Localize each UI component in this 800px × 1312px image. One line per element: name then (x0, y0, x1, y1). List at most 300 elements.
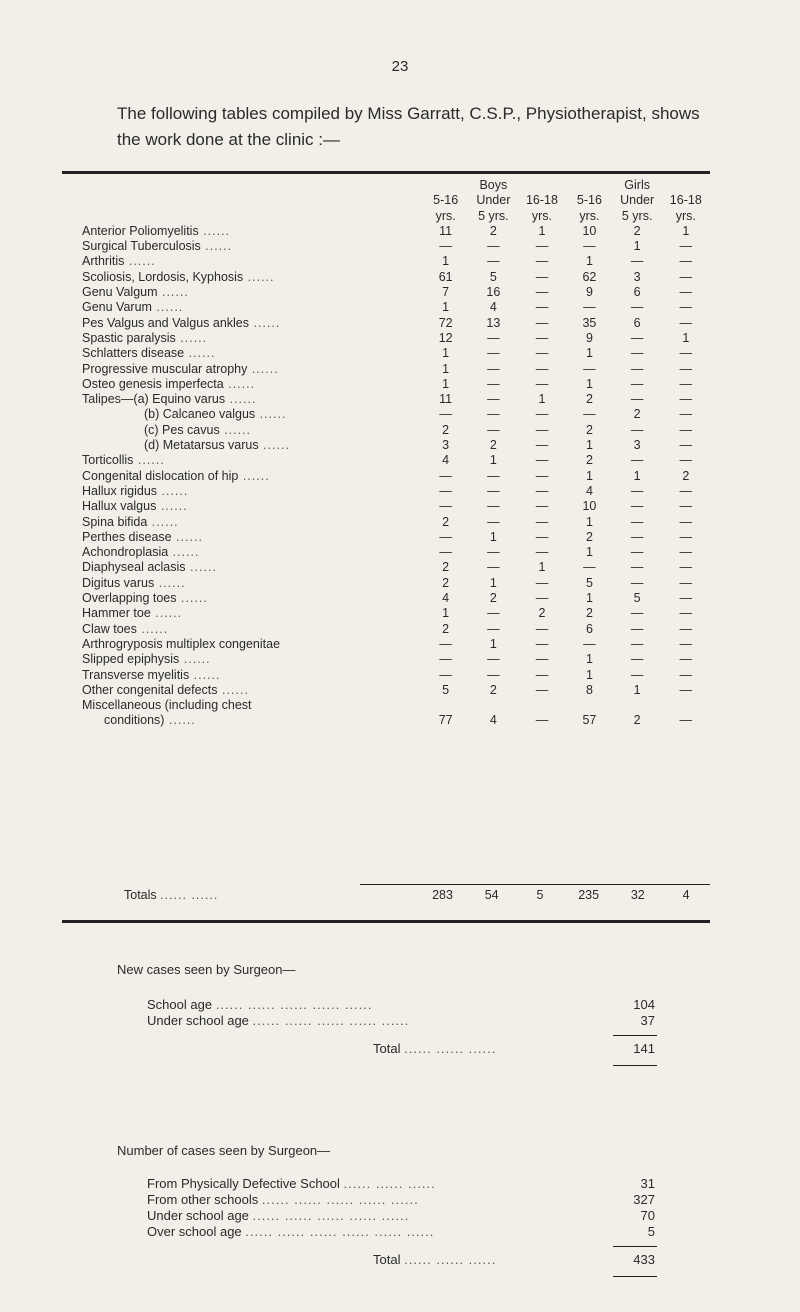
condition-name-cell (62, 300, 422, 315)
count-cell: — (439, 636, 452, 651)
count-cell: — (630, 376, 644, 391)
dot-leader: ...... (189, 667, 221, 682)
count-cell: — (630, 545, 644, 560)
count-cell: 1 (489, 575, 497, 590)
condition-label: conditions) (104, 713, 165, 728)
dot-leader: ...... (175, 330, 208, 345)
count-cell: — (439, 529, 452, 544)
count-cell: 1 (633, 239, 641, 254)
condition-name-cell (62, 331, 422, 346)
count-cell: — (535, 438, 549, 453)
table-row (62, 591, 710, 606)
table-row (62, 392, 710, 407)
count-cell: — (487, 468, 500, 483)
count-cell: — (535, 575, 549, 590)
count-cell: 1 (489, 453, 497, 468)
count-cell: 1 (585, 346, 593, 361)
col-unit: yrs. (435, 208, 456, 223)
condition-label: Schlatters disease (82, 346, 185, 361)
dot-leader: ...... (154, 575, 186, 590)
count-cell: — (439, 652, 452, 667)
dot-leader: ...... (136, 621, 169, 636)
count-cell: — (679, 713, 693, 728)
condition-name-cell (62, 668, 422, 683)
count-cell: — (630, 652, 644, 667)
condition-label: Pes Valgus and Valgus ankles (82, 315, 250, 330)
condition-label: Osteo genesis imperfecta (82, 376, 224, 391)
count-cell: — (679, 422, 693, 437)
dot-leader: ...... (171, 529, 203, 544)
condition-label: Anterior Poliomyelitis (82, 223, 199, 238)
count-cell: 8 (585, 682, 593, 697)
totals-rule (360, 884, 710, 885)
count-cell: 2 (442, 514, 450, 529)
condition-label: Torticollis (82, 453, 134, 468)
count-cell: 1 (585, 514, 593, 529)
count-cell: — (487, 407, 500, 422)
dot-leader: ...... (124, 254, 156, 269)
summary-total-row: Total ...... ...... ...... 141 (373, 1041, 655, 1056)
condition-label: Arthritis (82, 254, 125, 269)
condition-name-cell (62, 346, 422, 361)
count-cell: — (439, 468, 452, 483)
summary-label: School age (147, 997, 213, 1012)
count-cell: — (679, 667, 693, 682)
table-row (62, 560, 710, 575)
count-cell: 4 (489, 300, 497, 315)
dot-leader: ...... (179, 652, 211, 667)
dot-leader: ...... (164, 713, 196, 728)
count-cell: 2 (585, 392, 593, 407)
table-row (62, 270, 710, 285)
table-row (62, 683, 710, 698)
count-cell: — (535, 376, 549, 391)
count-cell: 10 (582, 223, 597, 238)
count-cell: 2 (538, 606, 546, 621)
count-cell: 2 (633, 407, 641, 422)
dot-leader: ...... (200, 239, 233, 254)
new-cases-section (117, 962, 655, 1069)
condition-name-cell (62, 713, 422, 728)
count-cell: 2 (633, 713, 641, 728)
summary-total-value: 433 (633, 1252, 655, 1267)
table-row (62, 637, 710, 652)
number-cases-section (117, 1143, 655, 1280)
summary-value: 104 (633, 997, 655, 1012)
count-cell: — (487, 422, 500, 437)
count-cell: — (439, 545, 452, 560)
summary-row: Under school age ...... ...... ...... ...... ...... 70 (147, 1208, 655, 1223)
count-cell: 1 (442, 361, 450, 376)
count-cell: 3 (633, 269, 641, 284)
count-cell: — (630, 575, 644, 590)
page-number: 23 (391, 58, 409, 75)
count-cell: — (439, 667, 452, 682)
count-cell: — (487, 483, 500, 498)
count-cell: 3 (442, 438, 450, 453)
table-row (62, 698, 710, 713)
col-unit: 5 yrs. (621, 208, 653, 223)
condition-label: Transverse myelitis (82, 667, 190, 682)
count-cell: 11 (439, 223, 453, 238)
summary-total-label: Total (373, 1252, 401, 1267)
count-cell: 5 (585, 575, 593, 590)
col-header: 16-18 (669, 193, 702, 208)
table-row (62, 606, 710, 621)
dot-leader: ...... (223, 376, 256, 391)
table-row (62, 316, 710, 331)
condition-name-cell (62, 469, 422, 484)
condition-name-cell (62, 392, 422, 407)
count-cell: 4 (442, 453, 450, 468)
count-cell: — (630, 529, 644, 544)
col-header: Under (620, 193, 655, 208)
table-row (62, 453, 710, 468)
count-cell: — (679, 545, 693, 560)
condition-label: Slipped epiphysis (82, 652, 180, 667)
count-cell (613, 698, 662, 713)
summary-row: School age ...... ...... ...... ...... ...... 104 (147, 997, 655, 1012)
count-cell: 1 (442, 606, 450, 621)
count-cell: — (630, 330, 644, 345)
condition-name-cell (62, 484, 422, 499)
col-unit: 5 yrs. (478, 208, 509, 223)
condition-label: Overlapping toes (82, 591, 177, 606)
condition-label: Talipes—(a) Equino varus (82, 392, 226, 407)
count-cell: — (535, 682, 549, 697)
count-cell: 11 (439, 392, 453, 407)
summary-value: 70 (640, 1208, 655, 1223)
count-cell: 1 (585, 376, 593, 391)
totals-cell: 283 (432, 888, 453, 902)
count-cell: — (535, 652, 549, 667)
count-cell: — (487, 545, 500, 560)
summary-value: 327 (633, 1192, 655, 1207)
count-cell: — (679, 392, 693, 407)
count-cell: — (630, 453, 644, 468)
count-cell: — (487, 330, 500, 345)
count-cell: — (535, 285, 549, 300)
count-cell: — (535, 499, 549, 514)
condition-label: (b) Calcaneo valgus (144, 407, 256, 422)
condition-label: Miscellaneous (including chest (82, 698, 252, 713)
count-cell: 7 (442, 285, 450, 300)
count-cell: 6 (585, 621, 593, 636)
count-cell: 1 (442, 254, 450, 269)
table-row (62, 499, 710, 514)
table-row (62, 377, 710, 392)
count-cell: 1 (538, 560, 546, 575)
count-cell: — (630, 560, 644, 575)
condition-label: Digitus varus (82, 575, 155, 590)
condition-name-cell (62, 530, 422, 545)
count-cell: 72 (438, 315, 453, 330)
count-cell (518, 698, 566, 713)
dot-leader: ...... (157, 285, 189, 300)
count-cell: 6 (633, 315, 641, 330)
count-cell: — (535, 330, 549, 345)
summary-value: 5 (647, 1224, 655, 1239)
count-cell: — (630, 636, 644, 651)
count-cell: 61 (438, 269, 453, 284)
count-cell: 1 (633, 468, 641, 483)
condition-name-cell (62, 254, 422, 269)
condition-label: Spina bifida (82, 514, 148, 529)
totals-cell: 54 (484, 888, 499, 902)
count-cell: — (630, 346, 644, 361)
clinic-table (62, 178, 710, 729)
summary-label: Under school age (147, 1208, 249, 1223)
dot-leader: ...... (243, 269, 275, 284)
count-cell: — (535, 514, 549, 529)
table-row (62, 713, 710, 728)
totals-table (62, 888, 710, 903)
dot-leader: ...... (150, 606, 183, 621)
count-cell: — (679, 483, 693, 498)
count-cell: 6 (633, 285, 641, 300)
condition-label: Genu Varum (82, 300, 152, 315)
count-cell: — (630, 361, 644, 376)
count-cell: — (535, 468, 549, 483)
count-cell: — (535, 269, 549, 284)
table-row (62, 407, 710, 422)
count-cell: 1 (585, 468, 593, 483)
col-unit: yrs. (579, 208, 600, 223)
count-cell: 1 (682, 330, 690, 345)
count-cell: — (487, 514, 500, 529)
count-cell: — (679, 239, 693, 254)
dot-leader: ...... (156, 499, 188, 514)
condition-label: Surgical Tuberculosis (82, 239, 201, 254)
count-cell: 1 (538, 223, 546, 238)
count-cell: — (583, 636, 596, 651)
count-cell: — (679, 453, 693, 468)
count-cell: 1 (442, 376, 450, 391)
summary-total-label: Total (373, 1041, 401, 1056)
condition-label: Hallux valgus (82, 499, 157, 514)
dot-leader: ...... (249, 315, 281, 330)
totals-label: Totals (124, 888, 157, 902)
table-row (62, 423, 710, 438)
count-cell: 9 (585, 285, 593, 300)
count-cell: — (439, 239, 452, 254)
count-cell: 12 (438, 330, 453, 345)
count-cell: — (679, 575, 693, 590)
count-cell: — (535, 529, 549, 544)
count-cell: 77 (438, 713, 453, 728)
dot-leader: ...... (133, 453, 165, 468)
count-cell: 1 (489, 636, 497, 651)
count-cell: — (535, 315, 549, 330)
count-cell: — (583, 407, 596, 422)
col-header: Under (476, 193, 511, 208)
count-cell (469, 698, 518, 713)
count-cell: — (679, 560, 693, 575)
condition-name-cell (62, 453, 422, 468)
count-cell: 1 (682, 223, 690, 238)
count-cell: — (679, 636, 693, 651)
table-row (62, 346, 710, 361)
summary-row: From other schools ...... ...... ...... ...... ...... 327 (147, 1192, 655, 1207)
condition-name-cell (62, 270, 422, 285)
table-row (62, 331, 710, 346)
table-row (62, 545, 710, 560)
condition-name-cell (62, 515, 422, 530)
count-cell: 2 (489, 591, 497, 606)
count-cell: 1 (633, 682, 641, 697)
count-cell: — (487, 392, 500, 407)
table-row (62, 469, 710, 484)
count-cell: — (679, 376, 693, 391)
count-cell: 4 (585, 483, 593, 498)
count-cell: — (535, 621, 549, 636)
count-cell: — (679, 285, 693, 300)
count-cell: — (679, 361, 693, 376)
count-cell: — (487, 361, 500, 376)
count-cell: — (439, 483, 452, 498)
condition-label: (d) Metatarsus varus (144, 438, 259, 453)
count-cell: — (679, 254, 693, 269)
count-cell: — (487, 560, 500, 575)
count-cell: — (630, 300, 644, 315)
dot-leader: ...... (168, 545, 200, 560)
count-cell: 16 (486, 285, 501, 300)
count-cell: — (630, 499, 644, 514)
count-cell: — (679, 606, 693, 621)
count-cell: — (630, 667, 644, 682)
condition-label: Spastic paralysis (82, 330, 176, 345)
condition-label: Perthes disease (82, 529, 172, 544)
count-cell: — (535, 483, 549, 498)
condition-name-cell (62, 362, 422, 377)
count-cell: 1 (585, 591, 593, 606)
count-cell: — (679, 682, 693, 697)
totals-cell: 4 (682, 888, 690, 902)
count-cell: 1 (585, 438, 593, 453)
count-cell: 2 (442, 575, 450, 590)
condition-name-cell (62, 377, 422, 392)
condition-name-cell (62, 239, 422, 254)
table-row (62, 622, 710, 637)
count-cell: — (487, 499, 500, 514)
count-cell: 1 (585, 652, 593, 667)
count-cell: 5 (442, 682, 450, 697)
table-row (62, 515, 710, 530)
totals-row: Totals ...... ...... 283 54 5 235 32 4 (62, 888, 710, 903)
count-cell: — (583, 300, 596, 315)
count-cell: — (487, 606, 500, 621)
condition-name-cell (62, 560, 422, 575)
count-cell: — (487, 254, 500, 269)
table-row (62, 224, 710, 239)
dot-leader: ...... (157, 483, 189, 498)
count-cell: — (535, 254, 549, 269)
dot-leader: ...... (151, 300, 184, 315)
dot-leader: ...... (176, 591, 208, 606)
count-cell: 4 (442, 591, 450, 606)
dot-leader: ...... (225, 392, 257, 407)
dot-leader: ...... (185, 560, 217, 575)
count-cell: 2 (585, 529, 593, 544)
count-cell: — (439, 407, 452, 422)
count-cell: 1 (585, 545, 593, 560)
table-top-rule (62, 171, 710, 174)
dot-leader: ...... (198, 223, 231, 238)
count-cell: — (487, 239, 500, 254)
table-row (62, 239, 710, 254)
condition-name-cell (62, 591, 422, 606)
count-cell: 2 (633, 223, 641, 238)
count-cell: — (535, 346, 549, 361)
count-cell: — (535, 422, 549, 437)
condition-label: Hallux rigidus (82, 483, 158, 498)
table-row (62, 668, 710, 683)
girls-header: Girls (624, 178, 650, 192)
condition-label: Genu Valgum (82, 285, 158, 300)
count-cell: — (679, 407, 693, 422)
count-cell: 1 (489, 529, 497, 544)
count-cell: 2 (442, 422, 450, 437)
condition-label: Hammer toe (82, 606, 151, 621)
count-cell: — (535, 239, 549, 254)
col-header: 16-18 (525, 193, 558, 208)
totals-cell: 235 (578, 888, 600, 902)
condition-name-cell (62, 545, 422, 560)
table-row (62, 300, 710, 315)
count-cell: — (679, 269, 693, 284)
condition-name-cell (62, 423, 422, 438)
dot-leader: ...... (219, 422, 252, 437)
boys-header: Boys (479, 178, 508, 192)
condition-label: (c) Pes cavus (144, 422, 220, 437)
table-row (62, 254, 710, 269)
dot-leader: ...... (238, 468, 270, 483)
count-cell: 10 (582, 499, 597, 514)
table-row (62, 362, 710, 377)
count-cell: 5 (489, 269, 497, 284)
count-cell (662, 698, 710, 713)
dot-leader: ...... (217, 682, 249, 697)
count-cell: 1 (585, 667, 593, 682)
condition-name-cell (62, 285, 422, 300)
col-unit: yrs. (531, 208, 553, 223)
totals-cell: 32 (630, 888, 645, 902)
count-cell: 4 (489, 713, 497, 728)
dot-leader: ...... (255, 407, 287, 422)
count-cell: 62 (582, 269, 597, 284)
summary-value: 37 (640, 1013, 655, 1028)
dot-leader: ...... (258, 438, 290, 453)
summary-total-row: Total ...... ...... ...... 433 (373, 1252, 655, 1267)
condition-label: Claw toes (82, 621, 137, 636)
count-cell: — (535, 545, 549, 560)
count-cell: — (630, 392, 644, 407)
count-cell: — (679, 499, 693, 514)
condition-label: Congenital dislocation of hip (82, 468, 239, 483)
count-cell: — (630, 254, 644, 269)
dot-leader: ...... (184, 346, 216, 361)
condition-label: Scoliosis, Lordosis, Kyphosis (82, 269, 244, 284)
count-cell: — (679, 438, 693, 453)
condition-name-cell (62, 499, 422, 514)
summary-label: Over school age (147, 1224, 242, 1239)
count-cell: — (487, 667, 500, 682)
count-cell: 2 (585, 606, 593, 621)
count-cell: 2 (489, 438, 497, 453)
count-cell: 2 (682, 468, 690, 483)
condition-label: Diaphyseal aclasis (82, 560, 186, 575)
table-row (62, 530, 710, 545)
